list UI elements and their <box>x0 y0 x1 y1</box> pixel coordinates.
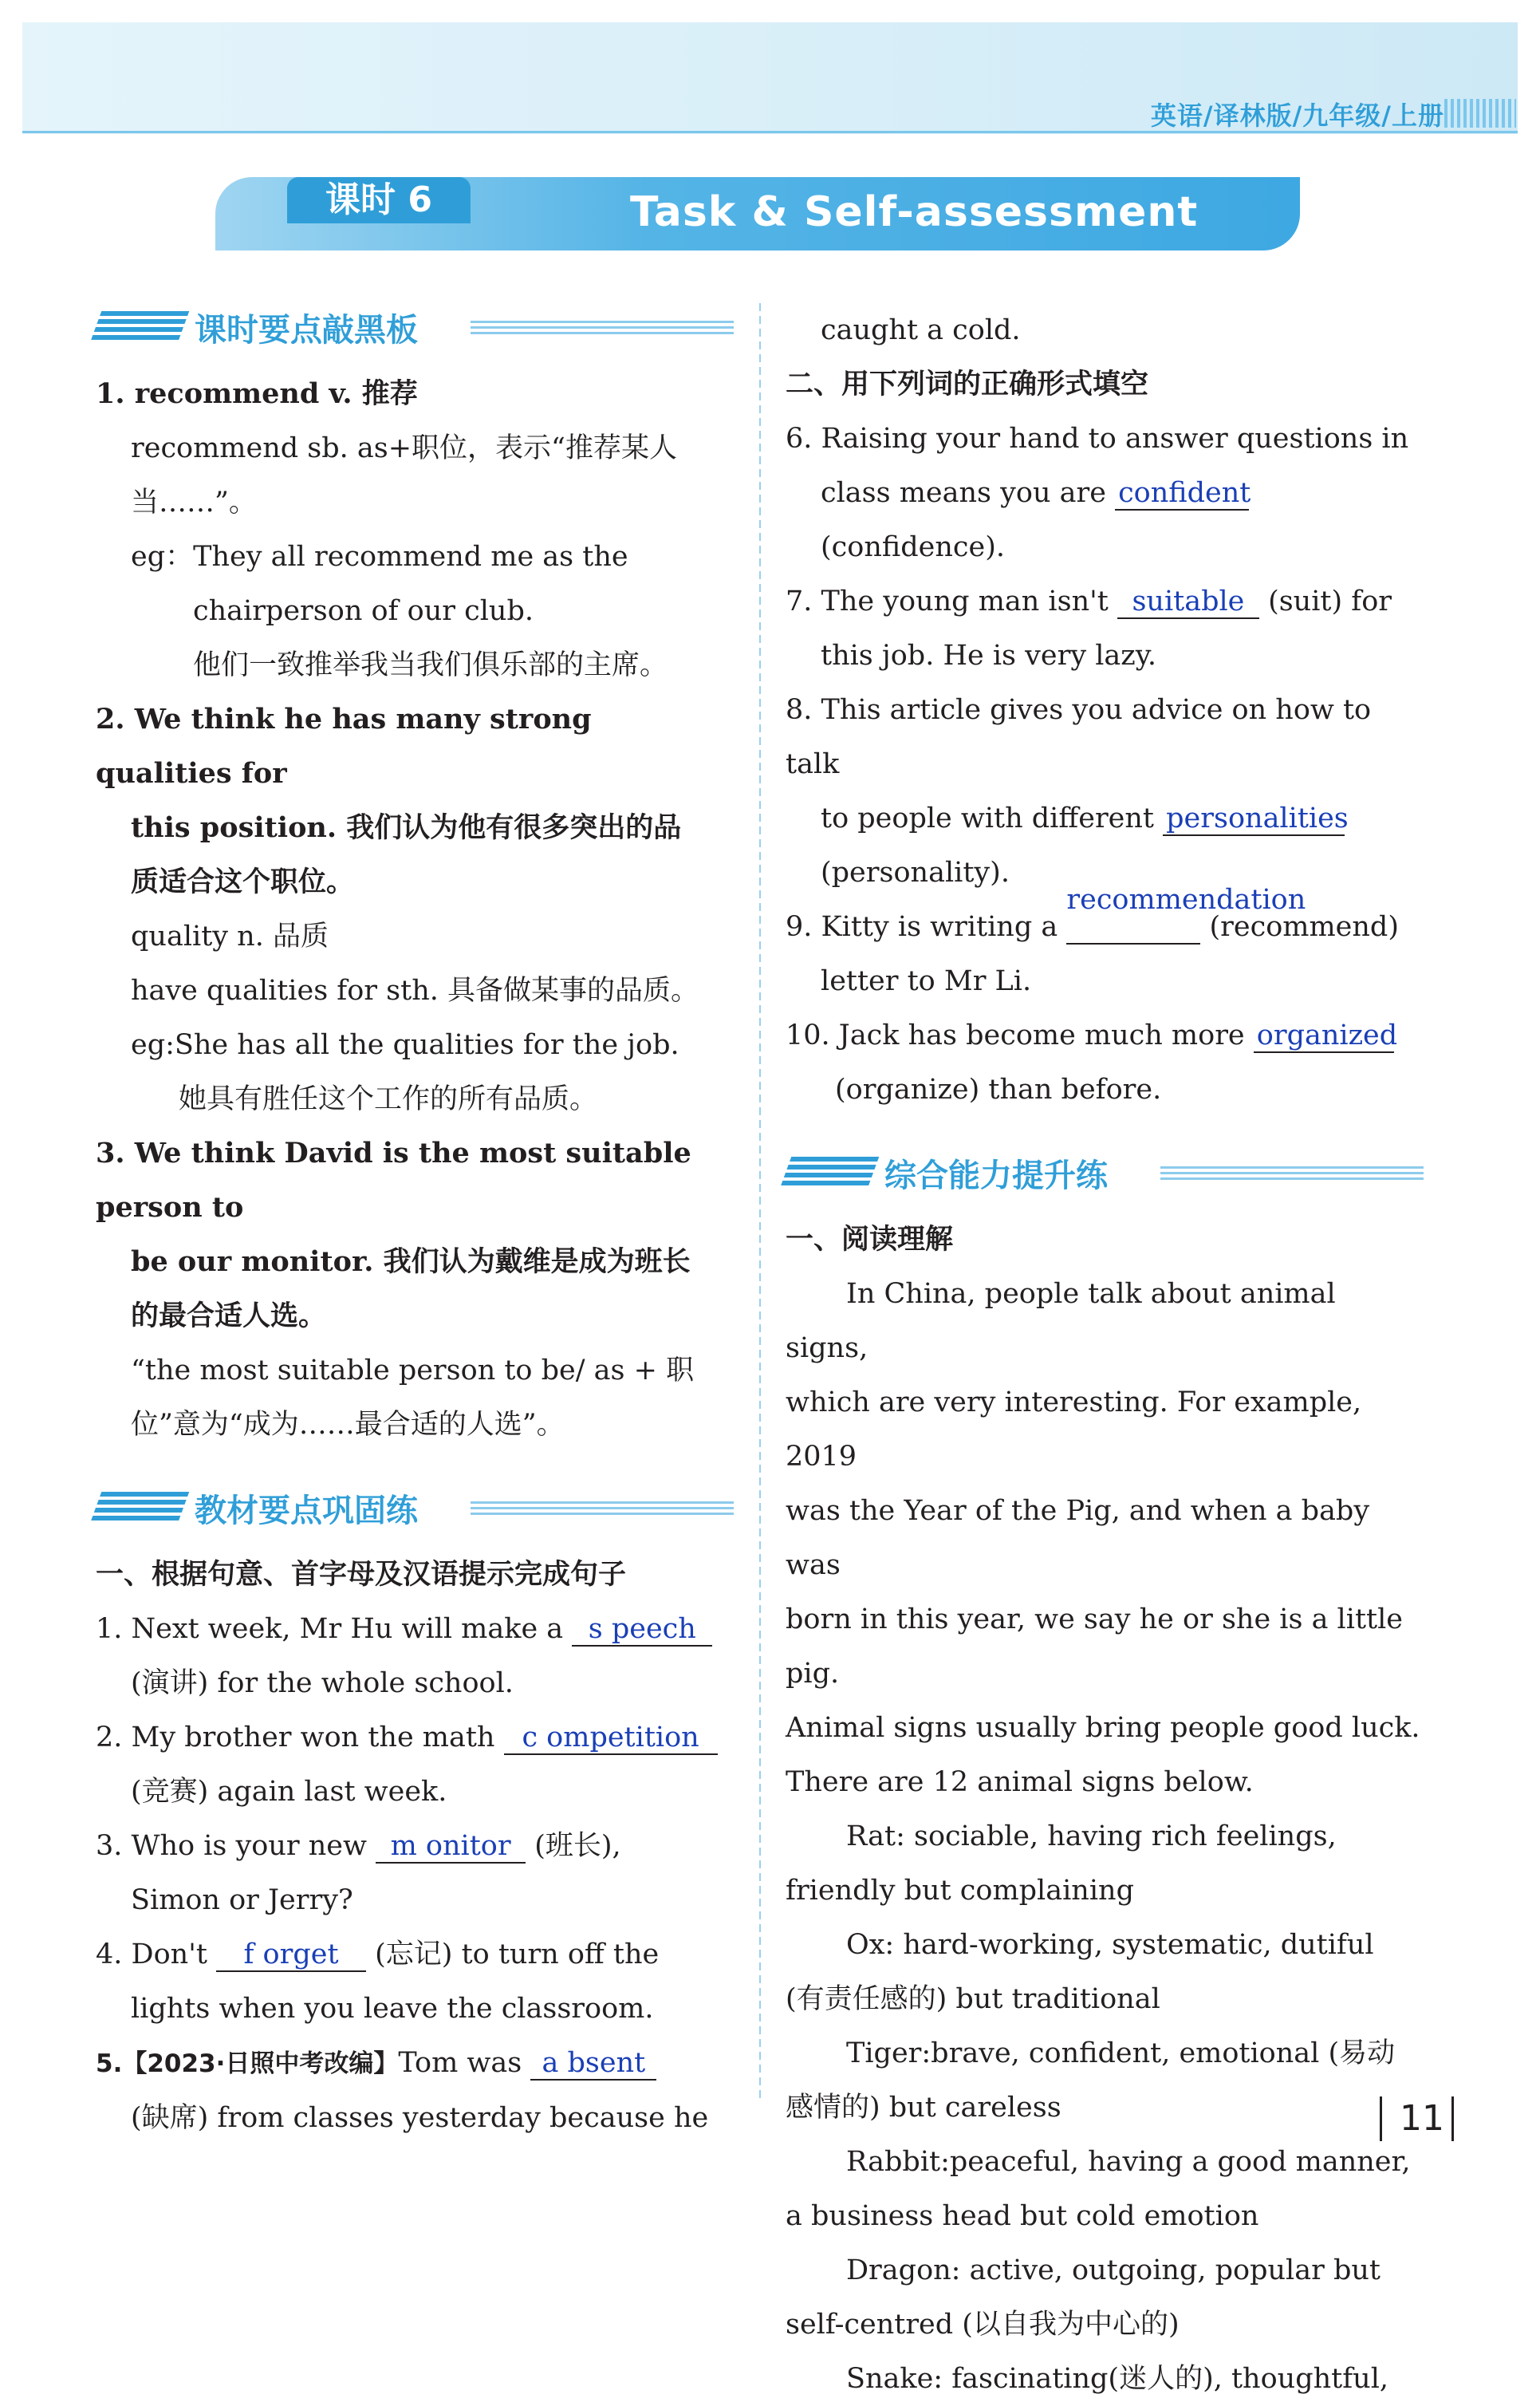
text-line: recommend sb. as+职位，表示“推荐某人 <box>131 432 677 464</box>
section-lines <box>471 1501 734 1517</box>
question-3 <box>96 1819 734 1873</box>
question-1-cont: (演讲) for the whole school. <box>131 1667 514 1699</box>
right-column <box>786 303 1424 2406</box>
section-key-points <box>96 303 734 353</box>
question-text: 2. My brother won the math <box>96 1722 504 1753</box>
text-line: 位”意为“成为……最合适的人选”。 <box>131 1409 565 1441</box>
header-rule <box>22 131 1518 133</box>
book-label: 英语/译林版/九年级/上册 <box>1150 101 1444 131</box>
lesson-tab: 课时 6 <box>287 177 471 223</box>
reading-line: Dragon: active, outgoing, popular but <box>846 2254 1380 2286</box>
page-number: 11 <box>1400 2098 1444 2139</box>
reading-line: Animal signs usually bring people good luck. <box>786 1712 1420 1744</box>
section-title: 综合能力提升练 <box>884 1158 1108 1194</box>
question-8: 8. This article gives you advice on how to talk <box>786 694 1372 780</box>
question-7 <box>786 574 1424 629</box>
reading-line: self-centred (以自我为中心的) <box>786 2309 1180 2341</box>
question-text: (忘记) to turn off the <box>366 1939 660 1970</box>
answer-blank: a bsent <box>530 2047 656 2081</box>
question-6: 6. Raising your hand to answer questions in <box>786 423 1409 455</box>
question-5-end: caught a cold. <box>821 314 1021 346</box>
question-2 <box>96 1710 734 1765</box>
key-point-3-head: 3. We think David is the most suitable person to <box>96 1137 691 1224</box>
question-text: Tom was <box>398 2047 531 2079</box>
reading-line: Snake: fascinating(迷人的), thoughtful, <box>846 2363 1389 2395</box>
answer-blank: c ompetition <box>504 1722 718 1755</box>
page-number-bar-right <box>1451 2096 1454 2141</box>
reading-line: Rat: sociable, having rich feelings, <box>846 1820 1337 1852</box>
answer-blank: personalities <box>1163 803 1345 836</box>
question-10 <box>786 1008 1424 1063</box>
question-4-cont: lights when you leave the classroom. <box>131 1993 654 2025</box>
section-stripes-icon <box>90 1492 190 1524</box>
text-line: have qualities for sth. 具备做某事的品质。 <box>131 975 699 1007</box>
column-divider <box>759 303 761 2098</box>
key-point-1-head: 1. recommend v. 推荐 <box>96 377 418 410</box>
exercise-instruction: 一、根据句意、首字母及汉语提示完成句子 <box>96 1559 627 1591</box>
question-7-cont: this job. He is very lazy. <box>821 640 1156 672</box>
example-translation: 他们一致推举我当我们俱乐部的主席。 <box>193 649 668 681</box>
example-line: chairperson of our club. <box>193 595 534 627</box>
question-text: class means you are <box>821 477 1116 509</box>
question-9 <box>786 884 1424 954</box>
reading-line: born in this year, we say he or she is a little pig. <box>786 1603 1403 1690</box>
section-title: 课时要点敲黑板 <box>195 312 418 349</box>
exercise-instruction: 二、用下列词的正确形式填空 <box>786 369 1149 400</box>
key-point-2-head: 2. We think he has many strong qualities for <box>96 703 592 790</box>
section-title: 教材要点巩固练 <box>195 1493 418 1529</box>
reading-line: Rabbit:peaceful, having a good manner, <box>846 2146 1411 2178</box>
question-3-cont: Simon or Jerry? <box>131 1884 353 1916</box>
text-line: 当……”。 <box>131 487 257 519</box>
reading-line: was the Year of the Pig, and when a baby was <box>786 1495 1370 1581</box>
reading-line: Ox: hard-working, systematic, dutiful <box>846 1929 1374 1961</box>
key-point-3-head: be our monitor. 我们认为戴维是成为班长 <box>131 1245 691 1278</box>
answer-blank: s peech <box>572 1613 712 1647</box>
example-line: eg:She has all the qualities for the job. <box>131 1029 679 1061</box>
example-line: eg：They all recommend me as the <box>131 541 628 573</box>
exercise-instruction: 一、阅读理解 <box>786 1224 954 1256</box>
answer-blank: confident <box>1115 477 1249 511</box>
question-text: 9. Kitty is writing a <box>786 911 1067 943</box>
reading-line: There are 12 animal signs below. <box>786 1766 1254 1798</box>
reading-line: In China, people talk about animal signs, <box>786 1278 1336 1364</box>
question-source: 5.【2023·日照中考改编】 <box>96 2049 399 2078</box>
question-text: (confidence). <box>821 531 1005 563</box>
section-stripes-icon <box>90 311 190 343</box>
section-lines <box>471 321 734 337</box>
key-point-2-head: this position. 我们认为他有很多突出的品 <box>131 811 682 844</box>
question-text: 1. Next week, Mr Hu will make a <box>96 1613 573 1645</box>
answer-blank: organized <box>1254 1020 1394 1053</box>
book-label-decoration <box>1444 99 1516 128</box>
question-text: 3. Who is your new <box>96 1830 376 1862</box>
question-4 <box>96 1927 734 1982</box>
answer-blank: m onitor <box>376 1830 526 1864</box>
section-textbook-practice <box>96 1484 734 1533</box>
question-8-cont <box>786 791 1424 846</box>
reading-line: which are very interesting. For example, 2019 <box>786 1386 1362 1473</box>
question-6-cont <box>786 466 1424 574</box>
question-5-cont: (缺席) from classes yesterday because he <box>131 2102 709 2134</box>
answer-blank: f orget <box>216 1939 366 1972</box>
section-comprehensive <box>786 1149 1424 1198</box>
text-line: “the most suitable person to be/ as + 职 <box>131 1355 695 1386</box>
question-8-end: (personality). <box>821 857 1010 889</box>
key-point-3-head: 的最合适人选。 <box>131 1300 327 1332</box>
reading-line: Tiger:brave, confident, emotional (易动 <box>846 2037 1396 2069</box>
section-lines <box>1160 1166 1424 1182</box>
question-text: 4. Don't <box>96 1939 217 1970</box>
page-number-bar-left <box>1380 2096 1382 2141</box>
text-line: quality n. 品质 <box>131 921 329 953</box>
question-text: (班长), <box>526 1830 621 1862</box>
answer-blank <box>1066 884 1306 945</box>
lesson-title: Task & Self-assessment <box>630 188 1199 236</box>
section-stripes-icon <box>780 1157 880 1189</box>
example-translation: 她具有胜任这个工作的所有品质。 <box>179 1083 598 1115</box>
answer-text: recommendation <box>1066 884 1306 916</box>
reading-line: 感情的) but careless <box>786 2092 1061 2124</box>
question-text: 10. Jack has become much more <box>786 1020 1254 1051</box>
question-5 <box>96 2036 734 2091</box>
question-1 <box>96 1602 734 1656</box>
reading-line: a business head but cold emotion <box>786 2200 1259 2232</box>
reading-line: (有责任感的) but traditional <box>786 1983 1160 2015</box>
question-text: (suit) for <box>1258 586 1392 617</box>
question-text: to people with different <box>821 803 1164 834</box>
question-text: (recommend) <box>1200 911 1399 943</box>
question-9-cont: letter to Mr Li. <box>821 965 1032 997</box>
question-10-cont: (organize) than before. <box>835 1074 1162 1106</box>
answer-blank: suitable <box>1117 586 1259 619</box>
reading-line: friendly but complaining <box>786 1875 1134 1907</box>
left-column <box>96 303 734 2145</box>
question-2-cont: (竞赛) again last week. <box>131 1776 447 1808</box>
question-text: 7. The young man isn't <box>786 586 1117 617</box>
key-point-2-head: 质适合这个职位。 <box>131 866 355 898</box>
